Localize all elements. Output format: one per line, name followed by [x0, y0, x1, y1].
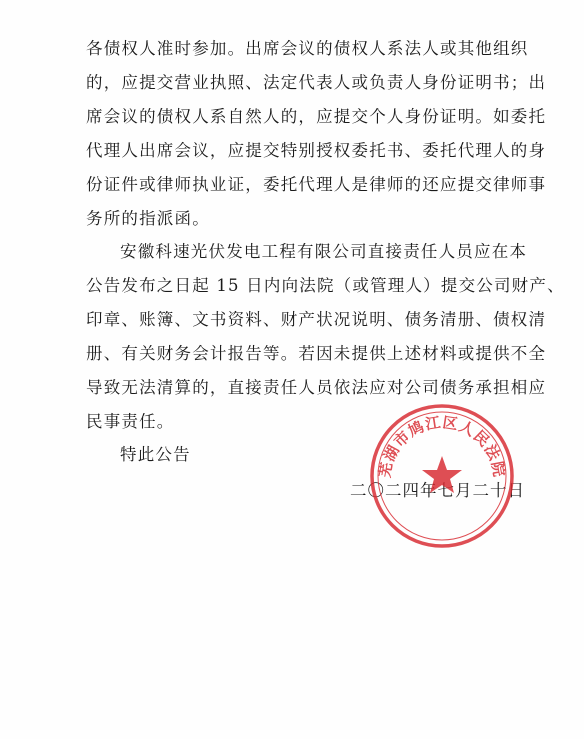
text-line: 安徽科速光伏发电工程有限公司直接责任人员应在本 — [120, 242, 528, 261]
text-line: 公告发布之日起 15 日内向法院（或管理人）提交公司财产、 — [86, 276, 565, 295]
text-line: 务所的指派函。 — [86, 209, 210, 228]
text-line: 份证件或律师执业证，委托代理人是律师的还应提交律师事 — [86, 175, 547, 194]
text-line: 册、有关财务会计报告等。若因未提供上述材料或提供不全 — [86, 344, 547, 363]
paragraph-attendance-requirements — [86, 32, 547, 236]
seal-text: 芜湖市鸠江区人民法院 — [375, 413, 509, 479]
text-line: 的，应提交营业执照、法定代表人或负责人身份证明书；出 — [86, 73, 547, 92]
text-line: 各债权人准时参加。出席会议的债权人系法人或其他组织 — [86, 39, 529, 58]
issue-date: 二〇二四年七月二十日 — [350, 481, 525, 500]
text-line: 印章、账簿、文书资料、财产状况说明、债务清册、债权清 — [86, 310, 547, 329]
closing-text: 特此公告 — [120, 445, 191, 464]
text-line: 席会议的债权人系自然人的，应提交个人身份证明。如委托 — [86, 107, 547, 126]
text-line: 代理人出席会议，应提交特别授权委托书、委托代理人的身 — [86, 141, 547, 160]
court-seal-icon — [368, 402, 516, 550]
seal-star — [422, 456, 462, 493]
text-line: 导致无法清算的，直接责任人员依法应对公司债务承担相应 — [86, 378, 547, 397]
text-line: 民事责任。 — [86, 412, 175, 431]
